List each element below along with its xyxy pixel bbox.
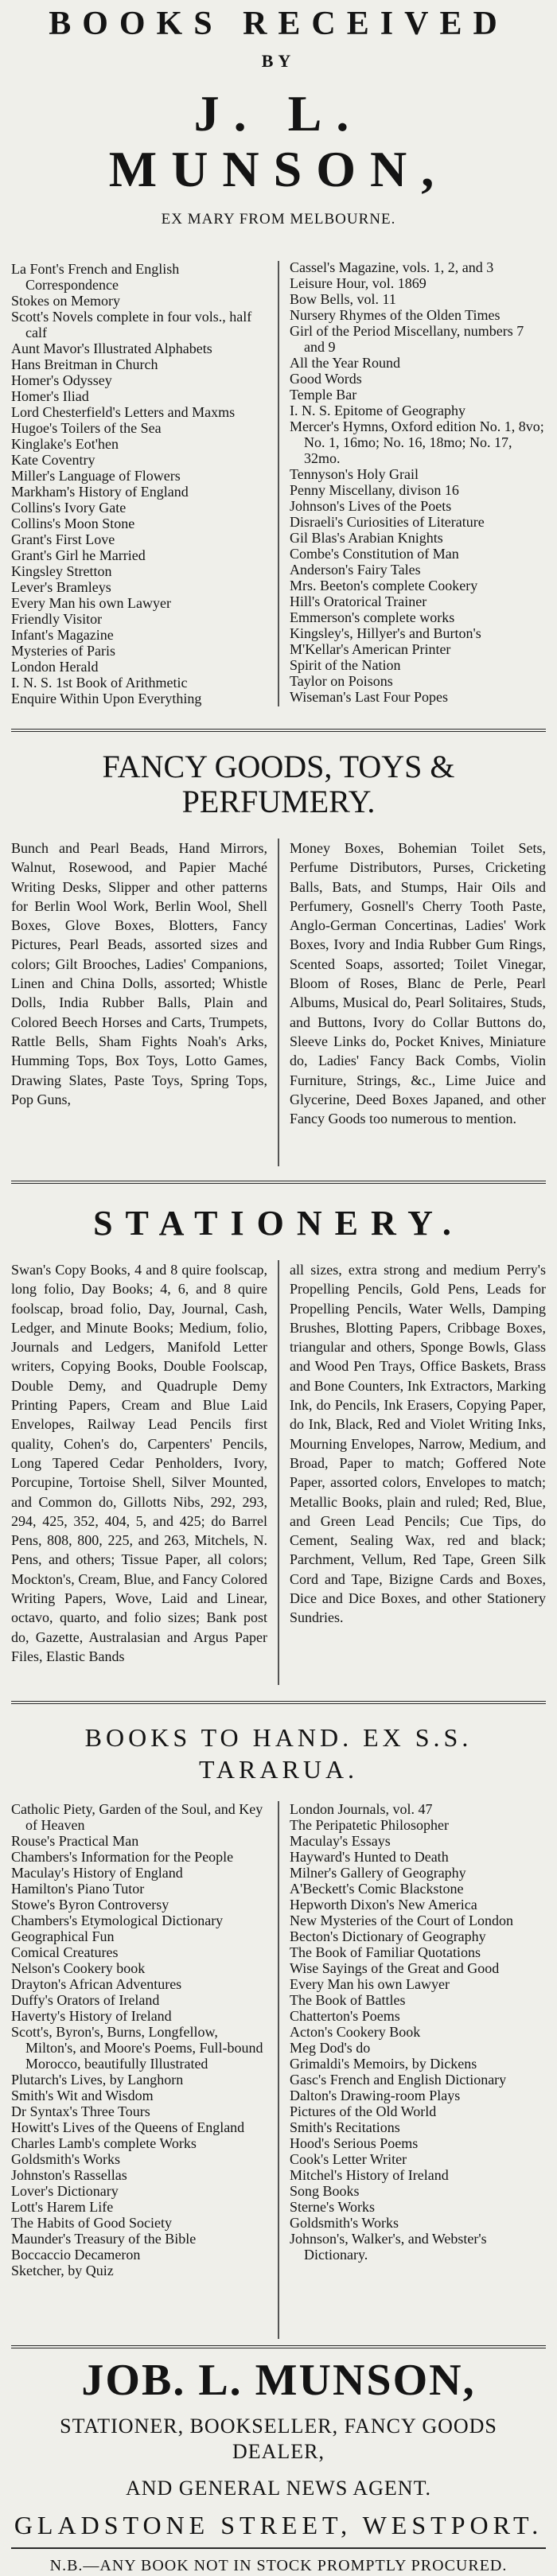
- list-item: Hayward's Hunted to Death: [290, 1849, 449, 1865]
- fancy-goods-left-text: Bunch and Pearl Beads, Hand Mirrors, Walnut, Rosewood, and Papier Maché Writing Desks, Slipper and other patterns for Berlin Wool Work, Berlin Wool, Shell Boxes, Glove Boxes, Blotters, Fancy Pictures, Pearl Beads, assorted sizes and colors; Gilt Brooches, Ladies' Companions, Linen and China Dolls, assorted; Whistle Dolls, India Rubber Balls, Plain and Colored Beech Horses and Carts, Trumpets, Rattle Bells, Sham Fights Noah's Arks, Humming Tops, Box Toys, Lotto Games, Drawing Slates, Paste Toys, Spring Tops, Pop Guns,: [11, 840, 267, 1107]
- list-item: Maunder's Treasury of the Bible: [11, 2231, 197, 2247]
- list-item: London Herald: [11, 659, 99, 675]
- list-item: Maculay's History of England: [11, 1865, 183, 1881]
- list-item: Spirit of the Nation: [290, 657, 401, 673]
- list-item: Maculay's Essays: [290, 1833, 391, 1849]
- section-divider: [11, 2345, 546, 2348]
- footer-stationer-line: STATIONER, BOOKSELLER, FANCY GOODS DEALER,: [60, 2415, 497, 2463]
- section-divider: [11, 1181, 546, 1184]
- list-item: Hans Breitman in Church: [11, 356, 158, 372]
- tararua-left-list: [11, 1801, 267, 2341]
- list-item: Penny Miscellany, divison 16: [290, 482, 459, 498]
- list-item: Collins's Moon Stone: [11, 516, 135, 531]
- list-item: Cook's Letter Writer: [290, 2151, 407, 2167]
- stationery-heading: STATIONERY.: [93, 1204, 464, 1243]
- list-item: Nelson's Cookery book: [11, 1960, 146, 1976]
- list-item: Smith's Recitations: [290, 2119, 400, 2135]
- list-item: Emmerson's complete works: [290, 609, 455, 625]
- list-item: Hugoe's Toilers of the Sea: [11, 420, 162, 436]
- list-item: Song Books: [290, 2183, 360, 2199]
- list-item: The Book of Battles: [290, 1992, 406, 2008]
- list-item: Lever's Bramleys: [11, 579, 111, 595]
- list-item: Leisure Hour, vol. 1869: [290, 275, 427, 291]
- list-item: Smith's Wit and Wisdom: [11, 2088, 154, 2103]
- column-divider: [278, 1801, 279, 2339]
- list-item: Charles Lamb's complete Works: [11, 2135, 197, 2151]
- column-divider: [278, 1260, 279, 1685]
- list-item: All the Year Round: [290, 355, 400, 371]
- column-divider: [278, 839, 279, 1166]
- list-item: Kingsley Stretton: [11, 563, 112, 579]
- list-item: Goldsmith's Works: [290, 2215, 399, 2231]
- list-item: Scott's, Byron's, Burns, Longfellow, Milton's, and Moore's Poems, Full-bound Morocco, beautifully Illustrated: [11, 2024, 263, 2072]
- list-item: Meg Dod's do: [290, 2040, 371, 2056]
- list-item: Bow Bells, vol. 11: [290, 291, 396, 307]
- fancy-goods-columns: [11, 839, 546, 1168]
- stationery-right-text: all sizes, extra strong and medium Perry's Propelling Pencils, Gold Pens, Leads for Propelling Pencils, Water Wells, Damping Brushes, Blotting Papers, Cribbage Boxes, triangular and others, Sponge Bowls, Glass and Wood Pen Trays, Office Baskets, Brass and Bone Counters, Ink Extractors, Marking Ink, do Pencils, Ink Erasers, Copying Paper, do Ink, Black, Red and Violet Writing Inks, Mourning Envelopes, Narrow, Medium, and Broad, Paper to match; Goffered Note Paper, assorted colors, Envelopes to match; Metallic Books, plain and ruled; Red, Blue, and Green Lead Pencils; Cue Tips, do Cement, Sealing Wax, red and black; Parchment, Vellum, Red Tape, Green Silk Cord and Tape, Bizigne Cards and Boxes, Dice and Dice Boxes, and other Stationery Sundries.: [290, 1262, 546, 1626]
- list-item: Kate Coventry: [11, 452, 95, 468]
- section-divider: [11, 729, 546, 732]
- list-item: Collins's Ivory Gate: [11, 500, 127, 516]
- list-item: Grant's First Love: [11, 531, 115, 547]
- list-item: Grimaldi's Memoirs, by Dickens: [290, 2056, 477, 2072]
- list-item: Homer's Odyssey: [11, 372, 112, 388]
- list-item: Milner's Gallery of Geography: [290, 1865, 466, 1881]
- list-item: Tennyson's Holy Grail: [290, 466, 419, 482]
- list-item: Johnson's, Walker's, and Webster's Dictionary.: [290, 2231, 487, 2263]
- books-received-right-list: [290, 259, 546, 729]
- list-item: Scott's Novels complete in four vols., half calf: [11, 309, 252, 340]
- list-item: Howitt's Lives of the Queens of England: [11, 2119, 245, 2135]
- list-item: Infant's Magazine: [11, 627, 114, 643]
- list-item: Stowe's Byron Controversy: [11, 1897, 169, 1913]
- list-item: Anderson's Fairy Tales: [290, 562, 421, 578]
- list-item: Mysteries of Paris: [11, 643, 115, 659]
- list-item: Combe's Constitution of Man: [290, 546, 459, 562]
- list-item: Kingsley's, Hillyer's and Burton's: [290, 625, 481, 641]
- list-item: I. N. S. 1st Book of Arithmetic: [11, 675, 188, 691]
- list-item: Miller's Language of Flowers: [11, 468, 181, 484]
- list-item: Stokes on Memory: [11, 293, 120, 309]
- fancy-goods-heading: FANCY GOODS, TOYS & PERFUMERY.: [102, 749, 455, 819]
- column-divider: [278, 261, 279, 706]
- list-item: Acton's Cookery Book: [290, 2024, 421, 2040]
- list-item: Good Words: [290, 371, 362, 387]
- list-item: Nursery Rhymes of the Olden Times: [290, 307, 501, 323]
- list-item: Lord Chesterfield's Letters and Maxms: [11, 404, 236, 420]
- ex-mary-line: EX MARY FROM MELBOURNE.: [161, 211, 396, 228]
- list-item: Friendly Visitor: [11, 611, 103, 627]
- list-item: Drayton's African Adventures: [11, 1976, 182, 1992]
- list-item: Mercer's Hymns, Oxford edition No. 1, 8vo; No. 1, 16mo; No. 16, 18mo; No. 17, 32mo.: [290, 418, 544, 466]
- list-item: The Book of Familiar Quotations: [290, 1944, 481, 1960]
- list-item: Mrs. Beeton's complete Cookery: [290, 578, 478, 593]
- footer-rule: [11, 2547, 546, 2549]
- list-item: Pictures of the Old World: [290, 2103, 437, 2119]
- list-item: Rouse's Practical Man: [11, 1833, 139, 1849]
- list-item: Sketcher, by Quiz: [11, 2263, 114, 2278]
- list-item: The Habits of Good Society: [11, 2215, 172, 2231]
- list-item: Gil Blas's Arabian Knights: [290, 530, 443, 546]
- list-item: Wise Sayings of the Great and Good: [290, 1960, 500, 1976]
- by-line: BY: [261, 51, 296, 71]
- books-received-left-list: [11, 261, 267, 729]
- footer-nb-line: N.B.—ANY BOOK NOT IN STOCK PROMPTLY PROCURED.: [49, 2557, 508, 2574]
- list-item: Wiseman's Last Four Popes: [290, 689, 449, 705]
- list-item: I. N. S. Epitome of Geography: [290, 403, 465, 418]
- list-item: New Mysteries of the Court of London: [290, 1913, 513, 1928]
- list-item: Chatterton's Poems: [290, 2008, 400, 2024]
- list-item: Dr Syntax's Three Tours: [11, 2103, 150, 2119]
- list-item: Johnston's Rassellas: [11, 2167, 127, 2183]
- footer-address-line: GLADSTONE STREET, WESTPORT.: [14, 2511, 543, 2539]
- tararua-right-list: [290, 1801, 546, 2341]
- list-item: Chambers's Etymological Dictionary: [11, 1913, 224, 1928]
- list-item: Comical Creatures: [11, 1944, 119, 1960]
- list-item: London Journals, vol. 47: [290, 1801, 433, 1817]
- stationery-columns: [11, 1260, 546, 1687]
- job-munson-name: JOB. L. MUNSON,: [81, 2356, 476, 2405]
- list-item: Aunt Mavor's Illustrated Alphabets: [11, 340, 212, 356]
- list-item: Kinglake's Eot'hen: [11, 436, 119, 452]
- list-item: Lott's Harem Life: [11, 2199, 114, 2215]
- list-item: Every Man his own Lawyer: [11, 595, 171, 611]
- list-item: Boccaccio Decameron: [11, 2247, 141, 2263]
- fancy-goods-right-text: Money Boxes, Bohemian Toilet Sets, Perfume Distributors, Purses, Cricketing Balls, Bats, and Stumps, Hair Oils and Perfumery, Gosnell's Cherry Tooth Paste, Anglo-German Concertinas, Ladies' Work Boxes, Ivory and India Rubber Gum Rings, Scented Soaps, assorted; Toilet Vinegar, Bloom of Roses, Blanc de Perle, Pearl Albums, Musical do, Pearl Solitaires, Studs, and Buttons, Ivory do Collar Buttons do, Sleeve Links do, Pocket Knives, Miniature do, Ladies' Fancy Back Combs, Violin Furniture, Strings, &c., Lime Juice and Glycerine, Deed Boxes Japaned, and other Fancy Goods too numerous to mention.: [290, 840, 546, 1127]
- list-item: Hood's Serious Poems: [290, 2135, 419, 2151]
- list-item: Hamilton's Piano Tutor: [11, 1881, 145, 1897]
- list-item: Hill's Oratorical Trainer: [290, 593, 427, 609]
- list-item: La Font's French and English Correspondence: [11, 261, 180, 293]
- list-item: Geographical Fun: [11, 1928, 115, 1944]
- list-item: Girl of the Period Miscellany, numbers 7 and 9: [290, 323, 524, 355]
- books-received-heading: BOOKS RECEIVED: [49, 6, 508, 42]
- list-item: Grant's Girl he Married: [11, 547, 146, 563]
- list-item: Hepworth Dixon's New America: [290, 1897, 477, 1913]
- footer-news-agent-line: AND GENERAL NEWS AGENT.: [125, 2477, 432, 2500]
- list-item: Goldsmith's Works: [11, 2151, 120, 2167]
- list-item: Mitchel's History of Ireland: [290, 2167, 449, 2183]
- tararua-columns: [11, 1801, 546, 2341]
- list-item: Markham's History of England: [11, 484, 189, 500]
- section-divider: [11, 1701, 546, 1704]
- list-item: Dalton's Drawing-room Plays: [290, 2088, 461, 2103]
- list-item: Cassel's Magazine, vols. 1, 2, and 3: [290, 259, 494, 275]
- list-item: Homer's Iliad: [11, 388, 89, 404]
- munson-heading: J. L. MUNSON,: [108, 85, 449, 197]
- list-item: Every Man his own Lawyer: [290, 1976, 450, 1992]
- list-item: Duffy's Orators of Ireland: [11, 1992, 160, 2008]
- list-item: Chambers's Information for the People: [11, 1849, 234, 1865]
- advertisement-page: [0, 3, 557, 2574]
- list-item: A'Beckett's Comic Blackstone: [290, 1881, 464, 1897]
- list-item: Taylor on Poisons: [290, 673, 393, 689]
- list-item: Lover's Dictionary: [11, 2183, 119, 2199]
- books-received-columns: [11, 229, 546, 729]
- list-item: Becton's Dictionary of Geography: [290, 1928, 486, 1944]
- list-item: Johnson's Lives of the Poets: [290, 498, 452, 514]
- list-item: M'Kellar's American Printer: [290, 641, 451, 657]
- list-item: Temple Bar: [290, 387, 357, 403]
- list-item: The Peripatetic Philosopher: [290, 1817, 449, 1833]
- list-item: Plutarch's Lives, by Langhorn: [11, 2072, 184, 2088]
- stationery-left-text: Swan's Copy Books, 4 and 8 quire foolscap, long folio, Day Books; 4, 6, and 8 quire foolscap, broad folio, Day, Journal, Cash, Ledger, and Minute Books; Medium, folio, Journals and Ledgers, Manifold Letter writers, Copying Books, Double Foolscap, Double Demy, and Quadruple Demy Printing Papers, Cream and Blue Laid Envelopes, Railway Lead Pencils first quality, Cohen's do, Carpenters' Pencils, Long Tapered Cedar Penholders, Ivory, Porcupine, Tortoise Shell, Silver Mounted, and Common do, Gillotts Nibs, 292, 293, 294, 425, 352, 404, 5, and 425; do Barrel Pens, 808, 800, 225, and 263, Mitchels, N. Pens, and others; Tissue Paper, all colors; Mockton's, Cream, Blue, and Fancy Colored Writing Papers, Wove, Laid and Linear, octavo, quarto, and folio sizes; Bank post do, Gazette, Australasian and Argus Paper Files, Elastic Bands: [11, 1262, 267, 1664]
- list-item: Catholic Piety, Garden of the Soul, and Key of Heaven: [11, 1801, 263, 1833]
- list-item: Gasc's French and English Dictionary: [290, 2072, 507, 2088]
- list-item: Disraeli's Curiosities of Literature: [290, 514, 485, 530]
- tararua-heading: BOOKS TO HAND. EX S.S. TARARUA.: [84, 1723, 473, 1784]
- list-item: Enquire Within Upon Everything: [11, 691, 202, 706]
- list-item: Haverty's History of Ireland: [11, 2008, 172, 2024]
- list-item: Sterne's Works: [290, 2199, 375, 2215]
